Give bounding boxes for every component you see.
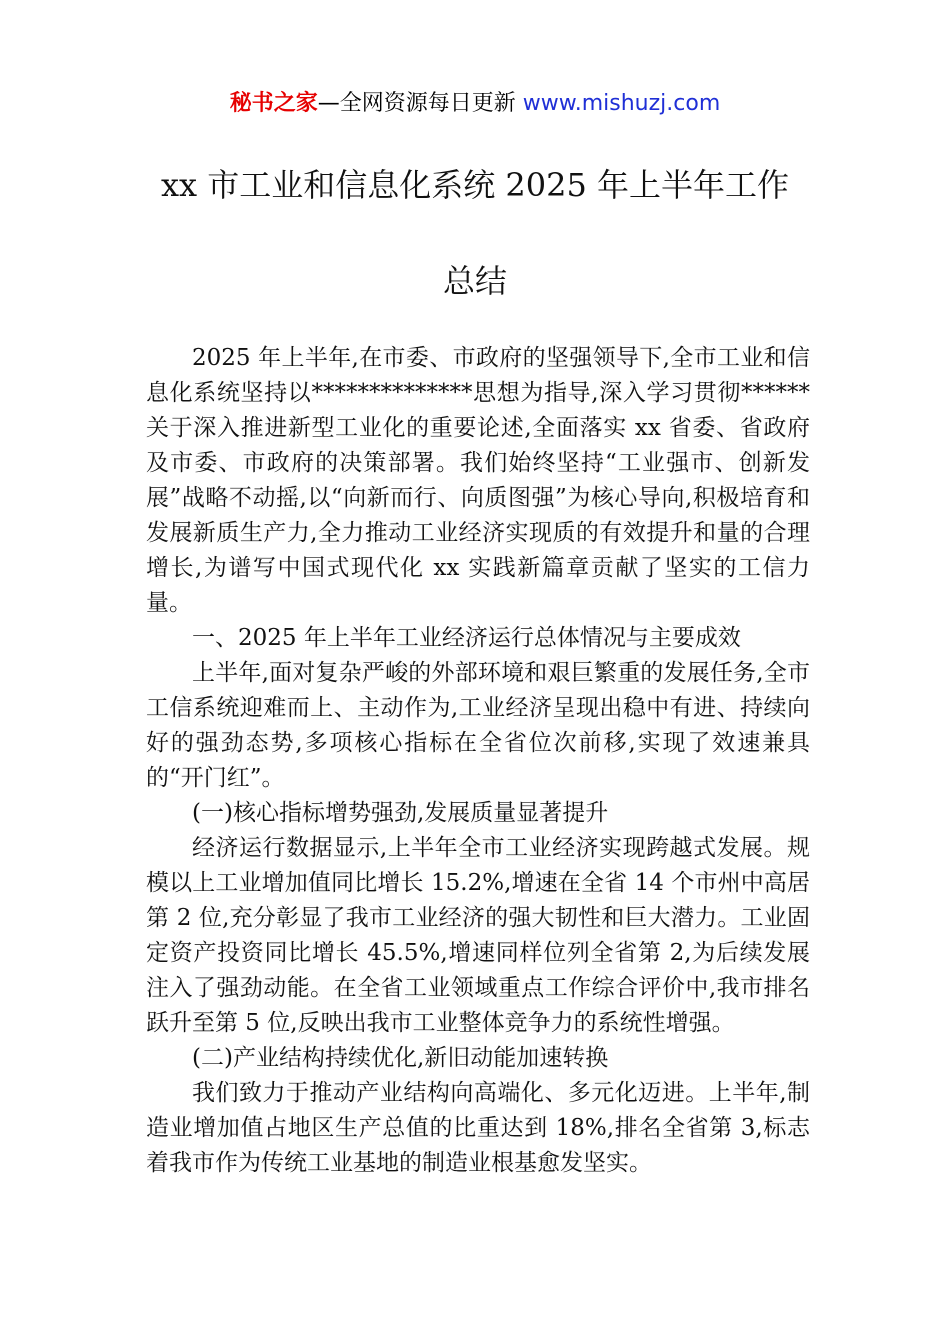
subsection-1-paragraph: 经济运行数据显示,上半年全市工业经济实现跨越式发展。规模以上工业增加值同比增长 15.2%,增速在全省 14 个市州中高居第 2 位,充分彰显了我市工业经济的强大韧性和巨大潜力。工业固定资产投资同比增长 45.5%,增速同样位列全省第 2,为后续发展注入了强劲动能。在全省工业领域重点工作综合评价中,我市排名跃升至第 5 位,反映出我市工业整体竞争力的系统性增强。 bbox=[146, 835, 810, 1036]
site-url-link[interactable]: www.mishuzj.com bbox=[522, 91, 721, 116]
section-heading-1: 一、2025 年上半年工业经济运行总体情况与主要成效 bbox=[192, 625, 741, 651]
document-title-line-2: 总结 bbox=[442, 262, 507, 300]
site-tagline: —全网资源每日更新 bbox=[317, 91, 516, 116]
document-body bbox=[146, 341, 810, 1181]
subsection-heading-1: (一)核心指标增势强劲,发展质量显著提升 bbox=[192, 800, 609, 826]
section-1-paragraph: 上半年,面对复杂严峻的外部环境和艰巨繁重的发展任务,全市工信系统迎难而上、主动作为,工业经济呈现出稳中有进、持续向好的强劲态势,多项核心指标在全省位次前移,实现了效速兼具的“开门红”。 bbox=[146, 660, 810, 791]
site-header bbox=[0, 88, 950, 120]
document-title-line-1: xx 市工业和信息化系统 2025 年上半年工作 bbox=[160, 166, 790, 204]
subsection-2-paragraph: 我们致力于推动产业结构向高端化、多元化迈进。上半年,制造业增加值占地区生产总值的比重达到 18%,排名全省第 3,标志着我市作为传统工业基地的制造业根基愈发坚实。 bbox=[146, 1080, 810, 1176]
subsection-heading-2: (二)产业结构持续优化,新旧动能加速转换 bbox=[192, 1045, 609, 1071]
site-brand: 秘书之家 bbox=[229, 91, 318, 116]
intro-paragraph: 2025 年上半年,在市委、市政府的坚强领导下,全市工业和信息化系统坚持以**************思想为指导,深入学习贯彻******关于深入推进新型工业化的重要论述,全面落实 xx 省委、省政府及市委、市政府的决策部署。我们始终坚持“工业强市、创新发展”战略不动摇,以“向新而行、向质图强”为核心导向,积极培育和发展新质生产力,全力推动工业经济实现质的有效提升和量的合理增长,为谱写中国式现代化 xx 实践新篇章贡献了坚实的工信力量。 bbox=[146, 345, 810, 616]
